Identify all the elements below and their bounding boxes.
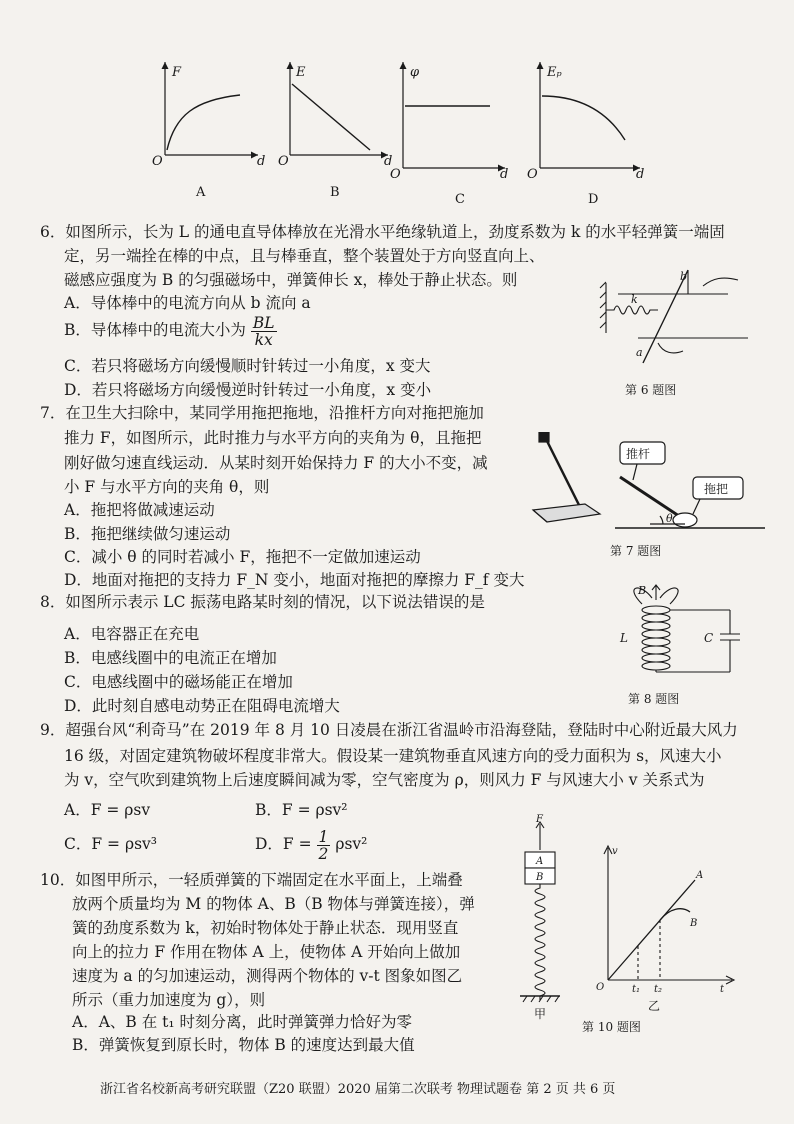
- q9-line-1: 9．超强台风“利奇马”在 2019 年 8 月 10 日凌晨在浙江省温岭市沿海登陆，登陆时中心附近最大风力: [40, 721, 738, 739]
- q10-fig-v: v: [612, 846, 618, 857]
- q8-figure-caption: 第 8 题图: [628, 692, 680, 706]
- q6-fig-b: b: [680, 270, 688, 283]
- graph-b-xlabel: d: [384, 154, 393, 169]
- graph-c-xlabel: d: [500, 167, 509, 182]
- q10-fig-line-a: A: [696, 870, 704, 881]
- q10-line-3: 簧的劲度系数为 k，初始时物体处于静止状态．现用竖直: [72, 919, 459, 937]
- q7-fig-theta: θ: [666, 512, 673, 525]
- q8-fig-l: L: [620, 631, 628, 645]
- q7-figure: [525, 432, 770, 537]
- graph-a-origin: O: [152, 154, 163, 169]
- q8-line-1: 8．如图所示表示 LC 振荡电路某时刻的情况，以下说法错误的是: [40, 593, 485, 611]
- q9-option-d-numerator: 1: [318, 827, 329, 846]
- q9-option-d: [255, 826, 367, 862]
- q10-figure-jia: [505, 812, 575, 1022]
- graph-c-ylabel: φ: [410, 65, 420, 80]
- graph-a-ylabel: F: [172, 65, 182, 80]
- q9-option-a: A．F = ρsv: [64, 801, 151, 819]
- q7-line-2: 推力 F，如图所示，此时推力与水平方向的夹角为 θ，且拖把: [64, 429, 482, 447]
- graph-d-origin: O: [527, 167, 538, 182]
- q10-fig-t2: t₂: [654, 984, 663, 995]
- q10-fig-t: t: [720, 984, 725, 995]
- q7-line-1: 7．在卫生大扫除中，某同学用拖把拖地，沿推杆方向对拖把施加: [40, 404, 484, 422]
- q7-fig-rod-label: 推杆: [626, 447, 651, 461]
- q10-figure-caption: 第 10 题图: [582, 1020, 641, 1034]
- q10-fig-block-b: B: [536, 872, 544, 883]
- q10-option-a: A．A、B 在 t₁ 时刻分离，此时弹簧弹力恰好为零: [72, 1013, 413, 1031]
- q8-option-d: D．此时刻自感电动势正在阻碍电流增大: [64, 697, 340, 715]
- graph-d-ylabel: Eₚ: [547, 65, 562, 80]
- q10-fig-yi-label: 乙: [648, 999, 661, 1013]
- q6-option-a: A．导体棒中的电流方向从 b 流向 a: [64, 294, 311, 312]
- graph-d-caption: D: [588, 192, 599, 207]
- q8-option-b: B．电感线圈中的电流正在增加: [64, 649, 277, 667]
- q10-fig-jia-label: 甲: [534, 1007, 547, 1021]
- q10-fig-origin: O: [596, 982, 605, 993]
- q9-option-c: C．F = ρsv³: [64, 835, 157, 853]
- q6-option-d: D．若只将磁场方向缓慢逆时针转过一小角度，x 变小: [64, 381, 432, 399]
- q7-option-d: D．地面对拖把的支持力 F_N 变小，地面对拖把的摩擦力 F_f 变大: [64, 571, 525, 589]
- q9-option-b: B．F = ρsv²: [255, 801, 348, 819]
- q10-line-2: 放两个质量均为 M 的物体 A、B（B 物体与弹簧连接），弹: [72, 895, 475, 913]
- page-footer: 浙江省名校新高考研究联盟（Z20 联盟）2020 届第二次联考 物理试题卷 第 2 页 共 6 页: [100, 1082, 616, 1097]
- q10-fig-line-b: B: [690, 918, 698, 929]
- q7-fig-mop-label: 拖把: [704, 482, 729, 496]
- q8-option-a: A．电容器正在充电: [64, 625, 200, 643]
- q6-fig-a: a: [636, 346, 643, 359]
- graph-c-caption: C: [455, 192, 465, 207]
- q6-line-1: 6．如图所示，长为 L 的通电直导体棒放在光滑水平绝缘轨道上，劲度系数为 k 的水平轻弹簧一端固: [40, 223, 725, 241]
- q6-option-b-denominator: kx: [254, 330, 273, 349]
- q7-line-4: 小 F 与水平方向的夹角 θ，则: [64, 478, 270, 496]
- q6-figure-caption: 第 6 题图: [625, 383, 677, 397]
- q6-line-3: 磁感应强度为 B 的匀强磁场中，弹簧伸长 x，棒处于静止状态。则: [64, 271, 518, 289]
- graph-b-ylabel: E: [296, 65, 306, 80]
- q9-option-d-fraction: [317, 829, 331, 862]
- q6-option-b-text: B．导体棒中的电流大小为: [64, 321, 246, 339]
- q9-option-d-denominator: 2: [318, 844, 329, 863]
- q7-option-a: A．拖把将做减速运动: [64, 501, 215, 519]
- q9-line-3: 为 v，空气吹到建筑物上后速度瞬间减为零，空气密度为 ρ，则风力 F 与风速大小 v 关系式为: [64, 771, 705, 789]
- q10-figure-yi: [590, 840, 740, 1020]
- q8-option-c: C．电感线圈中的磁场能正在增加: [64, 673, 293, 691]
- q7-line-3: 刚好做匀速直线运动．从某时刻开始保持力 F 的大小不变，减: [64, 454, 488, 472]
- q6-figure: [598, 258, 758, 378]
- graph-c-origin: O: [390, 167, 401, 182]
- graph-a-xlabel: d: [257, 154, 266, 169]
- q10-fig-block-a: A: [536, 856, 544, 867]
- q8-figure: [612, 582, 762, 687]
- q6-option-b: [64, 312, 277, 348]
- q6-option-b-fraction: [251, 315, 277, 348]
- graph-d-xlabel: d: [636, 167, 645, 182]
- q10-line-4: 向上的拉力 F 作用在物体 A 上，使物体 A 开始向上做加: [72, 943, 461, 961]
- q10-fig-f: F: [536, 814, 543, 825]
- q6-option-c: C．若只将磁场方向缓慢顺时针转过一小角度，x 变大: [64, 357, 431, 375]
- graph-a-caption: A: [196, 185, 206, 200]
- q10-line-6: 所示（重力加速度为 g），则: [72, 991, 266, 1009]
- graph-b-origin: O: [278, 154, 289, 169]
- q6-option-b-numerator: BL: [252, 313, 275, 332]
- q9-option-d-text: D．F =: [255, 835, 312, 853]
- q10-line-1: 10．如图甲所示，一轻质弹簧的下端固定在水平面上，上端叠: [40, 871, 463, 889]
- q7-option-b: B．拖把继续做匀速运动: [64, 525, 231, 543]
- q6-fig-k: k: [631, 293, 638, 306]
- q9-option-d-suffix: ρsv²: [335, 835, 368, 853]
- q10-option-b: B．弹簧恢复到原长时，物体 B 的速度达到最大值: [72, 1036, 415, 1054]
- q8-fig-c: C: [704, 631, 714, 645]
- q10-line-5: 速度为 a 的匀加速运动，测得两个物体的 v-t 图象如图乙: [72, 967, 463, 985]
- graphs-row: [0, 0, 794, 210]
- q10-fig-t1: t₁: [632, 984, 641, 995]
- q7-option-c: C．减小 θ 的同时若减小 F，拖把不一定做加速运动: [64, 548, 421, 566]
- graph-b-caption: B: [330, 185, 340, 200]
- q9-line-2: 16 级，对固定建筑物破坏程度非常大。假设某一建筑物垂直风速方向的受力面积为 s，风速大小: [64, 747, 722, 765]
- q8-fig-b: B: [638, 584, 647, 597]
- q6-line-2: 定，另一端拴在棒的中点，且与棒垂直，整个装置处于方向竖直向上、: [64, 247, 545, 265]
- q7-figure-caption: 第 7 题图: [610, 544, 662, 558]
